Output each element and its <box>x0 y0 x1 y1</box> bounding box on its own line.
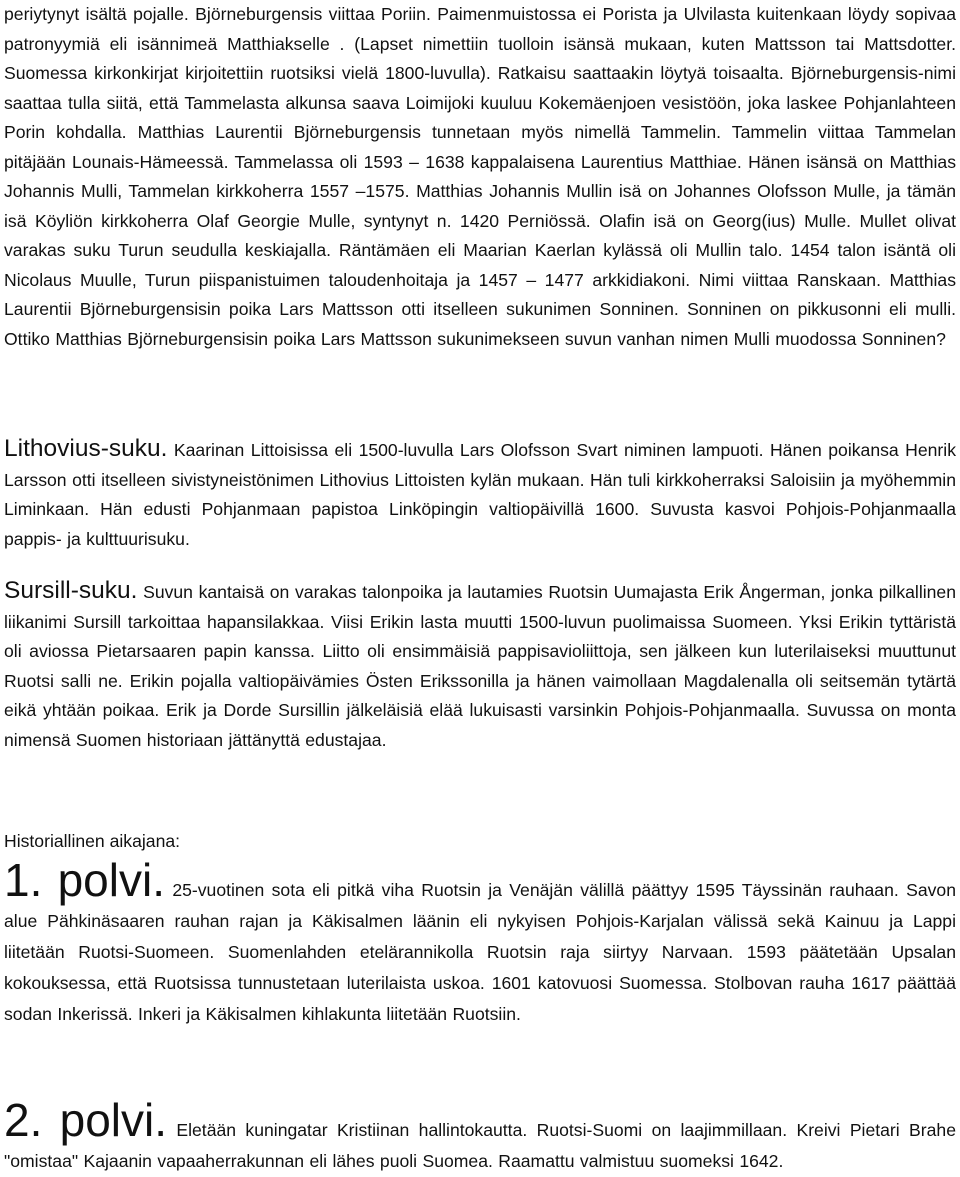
lithovius-paragraph <box>4 434 956 554</box>
sursill-paragraph <box>4 576 956 755</box>
polvi1-paragraph <box>4 854 956 1030</box>
intro-paragraph <box>4 0 956 354</box>
intro-text: periytynyt isältä pojalle. Björneburgensis viittaa Poriin. Paimenmuistossa ei Porista ja Ulvilasta kuitenkaan löydy sopivaa patronyymiä eli isännimeä Matthiakselle . (Lapset nimettiin tuolloin isänsä mukaan, kuten Mattsson tai Mattsdotter. Suomessa kirkonkirjat kirjoitettiin ruotsiksi vielä 1800-luvulla). Ratkaisu saattaakin löytyä toisaalta. Björneburgensis-nimi saattaa tulla siitä, että Tammelasta alkunsa saava Loimijoki kuuluu Kokemäenjoen vesistöön, joka laskee Pohjanlahteen Porin kohdalla. Matthias Laurentii Björneburgensis tunnetaan myös nimellä Tammelin. Tammelin viittaa Tammelan pitäjään Lounais-Hämeessä. Tammelassa oli 1593 ‒ 1638 kappalaisena Laurentius Matthiae. Hänen isänsä on Matthias Johannis Mulli, Tammelan kirkkoherra 1557 ‒1575. Matthias Johannis Mullin isä on Johannes Olofsson Mulle, ja tämän isä Köyliön kirkkoherra Olaf Georgie Mulle, syntynyt n. 1420 Perniössä. Olafin isä on Georg(ius) Mulle. Mullet olivat varakas suku Turun seudulla keskiajalla. Räntämäen eli Maarian Kaerlan kylässä oli Mullin talo. 1454 talon isäntä oli Nicolaus Muulle, Turun piispanistuimen taloudenhoitaja ja 1457 ‒ 1477 arkkidiakoni. Nimi viittaa Ranskaan. Matthias Laurentii Björneburgensisin poika Lars Mattsson otti itselleen sukunimen Sonninen. Sonninen on pikkusonni eli mulli. Ottiko Matthias Björneburgensisin poika Lars Mattsson sukunimekseen suvun vanhan nimen Mulli muodossa Sonninen? <box>4 4 956 349</box>
sursill-text: Suvun kantaisä on varakas talonpoika ja lautamies Ruotsin Uumajasta Erik Ångerman, jonka pilkallinen liikanimi Sursill tarkoittaa hapansilakkaa. Viisi Erikin lasta muutti 1500-luvun puolimaissa Suomeen. Yksi Erikin tyttäristä oli aviossa Pietarsaaren papin kanssa. Liitto oli ensimmäisiä pappisavioliittoja, sen jälkeen kun luterilaiseksi muuttunut Ruotsi salli ne. Erikin pojalla valtiopäivämies Östen Erikssonilla ja hänen vaimollaan Magdalenalla oli seitsemän tytärtä eikä yhtään poikaa. Erik ja Dorde Sursillin jälkeläisiä elää lukuisasti varsinkin Pohjois-Pohjanmaalla. Suvussa on monta nimensä Suomen historiaan jättänyttä edustajaa. <box>4 582 956 750</box>
lithovius-text: Kaarinan Littoisissa eli 1500-luvulla Lars Olofsson Svart niminen lampuoti. Hänen poikansa Henrik Larsson otti itselleen sivistyneistönimen Lithovius Littoisten kylän mukaan. Hän tuli kirkkoherraksi Saloisiin ja myöhemmin Liminkaan. Hän edusti Pohjanmaan papistoa Linköpingin valtiopäivillä 1600. Suvusta kasvoi Pohjois-Pohjanmaalla pappis- ja kulttuurisuku. <box>4 440 956 549</box>
sursill-heading: Sursill-suku. <box>4 577 138 604</box>
lithovius-heading: Lithovius-suku. <box>4 435 168 462</box>
polvi1-text: 25-vuotinen sota eli pitkä viha Ruotsin ja Venäjän välillä päättyy 1595 Täyssinän rauhaan. Savon alue Pähkinäsaaren rauhan rajan ja Käkisalmen läänin eli nykyisen Pohjois-Karjalan välissä sekä Kainuu ja Lappi liitetään Ruotsi-Suomeen. Suomenlahden etelärannikolla Ruotsin raja siirtyy Narvaan. 1593 päätetään Upsalan kokouksessa, että Ruotsissa tunnustetaan luterilaista uskoa. 1601 katovuosi Suomessa. Stolbovan rauha 1617 päättää sodan Inkerissä. Inkeri ja Käkisalmen kihlakunta liitetään Ruotsiin. <box>4 880 956 1024</box>
timeline-label: Historiallinen aikajana: <box>4 831 181 851</box>
polvi2-heading: 2. polvi. <box>4 1094 168 1146</box>
polvi2-text: Eletään kuningatar Kristiinan hallintokautta. Ruotsi-Suomi on laajimmillaan. Kreivi Pietari Brahe "omistaa" Kajaanin vapaaherrakunnan eli lähes puoli Suomea. Raamattu valmistuu suomeksi 1642. <box>4 1120 956 1171</box>
polvi2-paragraph <box>4 1094 956 1177</box>
polvi1-heading: 1. polvi. <box>4 854 165 906</box>
